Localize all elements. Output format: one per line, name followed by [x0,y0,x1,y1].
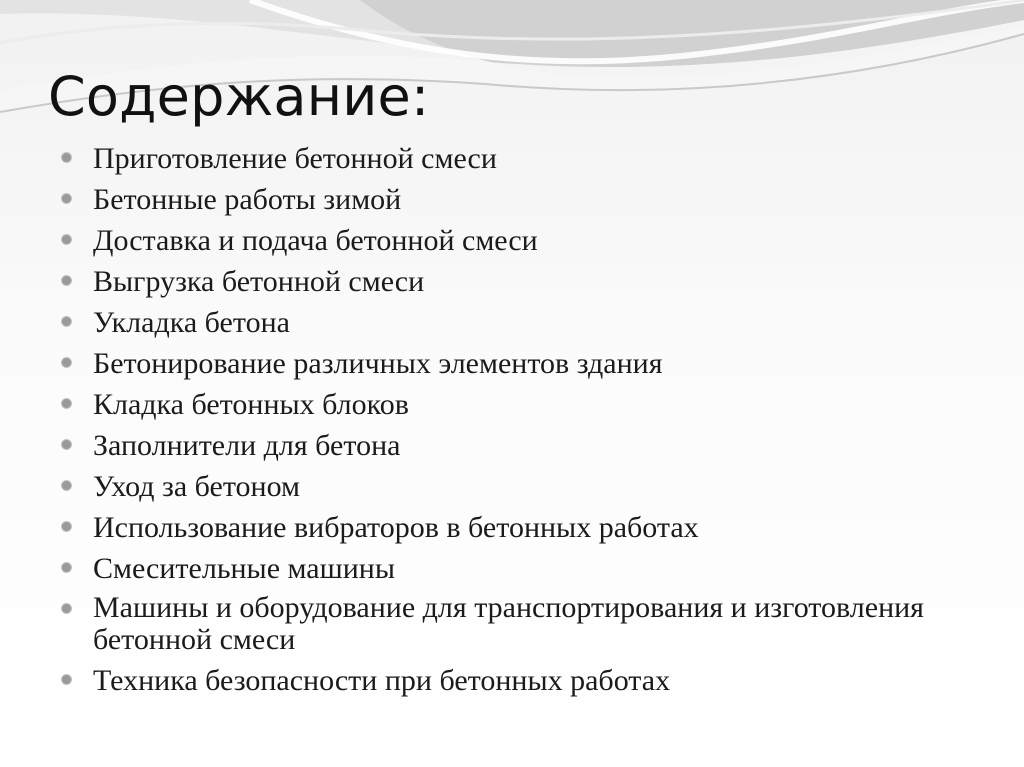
list-item-label: Укладка бетона [93,306,290,339]
list-item [60,428,990,464]
list-item [60,264,990,300]
bullet-icon [62,399,71,408]
list-item-label: Смесительные машины [93,552,395,585]
list-item [60,592,990,656]
bullet-icon [62,194,71,203]
list-item-label: Техника безопасности при бетонных работах [93,664,671,697]
list-item-label: Уход за бетоном [93,470,301,503]
list-item-label: Кладка бетонных блоков [93,388,409,421]
list-item [60,663,990,699]
bullet-icon [62,358,71,367]
bullet-icon [62,604,71,613]
contents-list [60,141,990,704]
slide-title: Содержание: [48,65,430,128]
list-item [60,141,990,177]
list-item [60,469,990,505]
list-item-label: Приготовление бетонной смеси [93,142,497,175]
bullet-icon [62,563,71,572]
list-item-label: Машины и оборудование для транспортирования и изготовления бетонной смеси [93,591,924,656]
list-item [60,305,990,341]
bullet-icon [62,481,71,490]
list-item [60,223,990,259]
bullet-icon [62,276,71,285]
list-item [60,346,990,382]
bullet-icon [62,317,71,326]
list-item-label: Доставка и подача бетонной смеси [93,224,538,257]
bullet-icon [62,153,71,162]
bullet-icon [62,522,71,531]
list-item-label: Бетонирование различных элементов здания [93,347,663,380]
list-item-label: Бетонные работы зимой [93,183,402,216]
list-item-label: Заполнители для бетона [93,429,401,462]
bullet-icon [62,235,71,244]
bullet-icon [62,675,71,684]
bullet-icon [62,440,71,449]
list-item-label: Выгрузка бетонной смеси [93,265,425,298]
list-item [60,387,990,423]
list-item [60,182,990,218]
list-item-label: Использование вибраторов в бетонных работах [93,511,699,544]
list-item [60,510,990,546]
list-item [60,551,990,587]
